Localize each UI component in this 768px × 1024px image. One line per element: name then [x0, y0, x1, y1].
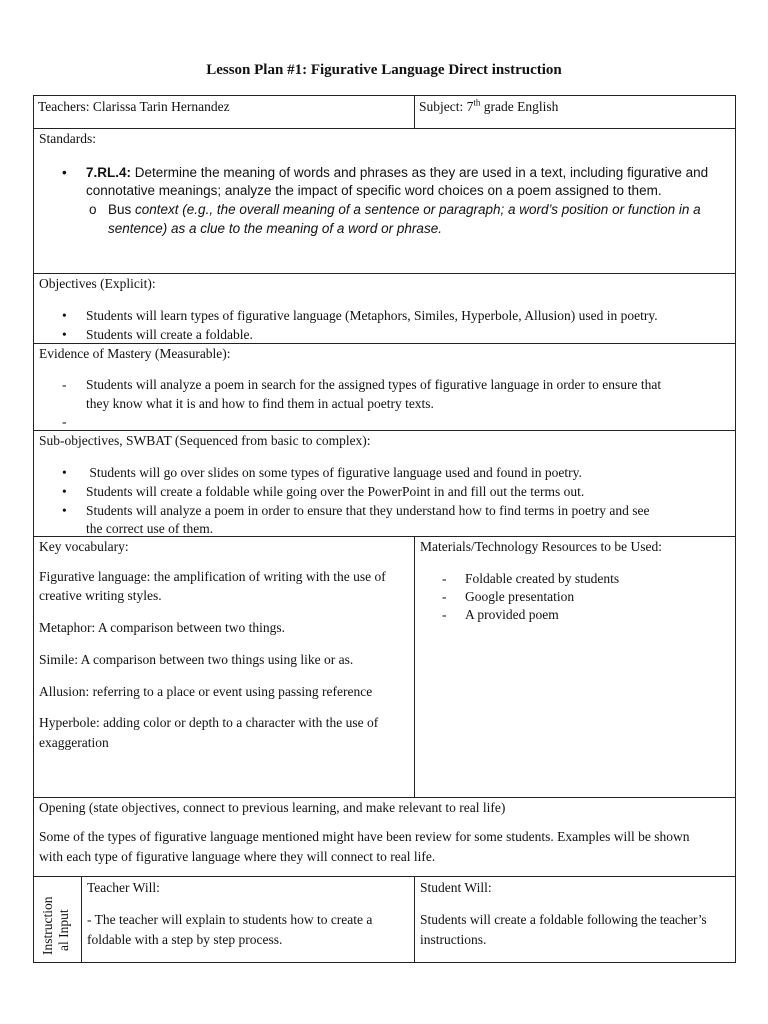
- objectives-item-2: Students will create a foldable.: [86, 327, 253, 342]
- objectives-label: Objectives (Explicit):: [39, 276, 156, 291]
- instructional-input-side-cell: [33, 876, 82, 963]
- instructional-input-label-1: Instruction: [40, 896, 55, 955]
- objectives-bullet-2: •: [62, 327, 67, 342]
- opening-label: Opening (state objectives, connect to previous learning, and make relevant to real life): [39, 800, 506, 815]
- subobjectives-bullet-2: •: [62, 484, 67, 499]
- vocab-simile: Simile: A comparison between two things using like or as.: [39, 652, 354, 667]
- materials-dash-3: -: [442, 607, 447, 622]
- subject-sup: th: [473, 97, 481, 108]
- evidence-dash-empty: -: [62, 414, 67, 429]
- teacher-will-cell: [81, 876, 415, 963]
- standards-sub-bullet: o: [89, 202, 97, 217]
- subobjectives-cell: [33, 430, 736, 537]
- objectives-item-1: Students will learn types of figurative language (Metaphors, Similes, Hyperbole, Allusion) used in poetry.: [86, 308, 658, 323]
- evidence-dash: -: [62, 377, 67, 392]
- standards-label: Standards:: [39, 131, 96, 146]
- page-title: Lesson Plan #1: Figurative Language Direct instruction: [206, 62, 562, 78]
- opening-line2: with each type of figurative language where they will connect to real life.: [39, 849, 436, 864]
- materials-item-2: Google presentation: [465, 589, 575, 604]
- materials-dash-1: -: [442, 571, 447, 586]
- standards-cell: [33, 128, 736, 274]
- standards-sub-prefix: Bus: [108, 202, 132, 217]
- subobjectives-bullet-3: •: [62, 503, 67, 518]
- evidence-line1: Students will analyze a poem in search for the assigned types of figurative language in order to ensure that: [86, 377, 662, 392]
- opening-line1: Some of the types of figurative language mentioned might have been review for some students. Examples will be shown: [39, 829, 690, 844]
- teacher-will-label: Teacher Will:: [87, 880, 160, 895]
- vocab-hyperbole-line1: Hyperbole: adding color or depth to a character with the use of: [39, 715, 379, 730]
- subobjectives-item-1: Students will go over slides on some types of figurative language used and found in poetry.: [86, 465, 582, 480]
- standards-bullet: •: [62, 165, 67, 180]
- vocab-metaphor: Metaphor: A comparison between two things.: [39, 620, 285, 635]
- materials-label: Materials/Technology Resources to be Used:: [420, 539, 662, 554]
- teachers-cell: [33, 95, 415, 129]
- vocab-label: Key vocabulary:: [39, 539, 129, 554]
- instructional-input-label-2: al Input: [56, 909, 71, 951]
- teacher-will-line1: - The teacher will explain to students how to create a: [87, 912, 373, 927]
- evidence-label: Evidence of Mastery (Measurable):: [39, 346, 231, 361]
- subobjectives-bullet-1: •: [62, 465, 67, 480]
- standards-code: 7.RL.4:: [86, 165, 132, 180]
- subject-prefix: Subject: 7: [419, 99, 474, 114]
- objectives-cell: [33, 273, 736, 344]
- materials-cell: [414, 536, 736, 798]
- subobjectives-item-2: Students will create a foldable while going over the PowerPoint in and fill out the terms out.: [86, 484, 585, 499]
- subject-cell: [414, 95, 736, 129]
- vocab-figurative-line2: creative writing styles.: [39, 588, 162, 603]
- subobjectives-label: Sub-objectives, SWBAT (Sequenced from basic to complex):: [39, 433, 371, 448]
- materials-item-3: A provided poem: [465, 607, 559, 622]
- evidence-cell: [33, 343, 736, 431]
- vocab-hyperbole-line2: exaggeration: [39, 735, 109, 750]
- student-will-label: Student Will:: [420, 880, 492, 895]
- standards-sub-line1: Bus context (e.g., the overall meaning of a sentence or paragraph; a word’s position or function in a: [108, 202, 701, 217]
- subobjectives-item-3-cont: the correct use of them.: [86, 521, 214, 536]
- evidence-line2: they know what it is and how to find them in actual poetry texts.: [86, 396, 434, 411]
- student-will-line2: instructions.: [420, 932, 487, 947]
- materials-item-1: Foldable created by students: [465, 571, 620, 586]
- subject-suffix: grade English: [480, 99, 559, 114]
- standards-line1: 7.RL.4: Determine the meaning of words and phrases as they are used in a text, including figurative and: [86, 165, 709, 180]
- opening-cell: [33, 797, 736, 877]
- vocab-figurative-line1: Figurative language: the amplification of writing with the use of: [39, 569, 386, 584]
- vocab-allusion: Allusion: referring to a place or event using passing reference: [39, 684, 373, 699]
- student-will-cell: [414, 876, 736, 963]
- standards-sub-line2: sentence) as a clue to the meaning of a word or phrase.: [108, 221, 442, 236]
- subobjectives-item-3: Students will analyze a poem in order to ensure that they understand how to find terms in poetry and see: [86, 503, 650, 518]
- objectives-bullet-1: •: [62, 308, 67, 323]
- student-will-line1: Students will create a foldable following the teacher’s: [420, 912, 707, 927]
- materials-dash-2: -: [442, 589, 447, 604]
- teacher-will-line2: foldable with a step by step process.: [87, 932, 283, 947]
- standards-line2: connotative meanings; analyze the impact of specific word choices on a poem assigned to them.: [86, 183, 662, 198]
- vocab-cell: [33, 536, 415, 798]
- teachers-text: Teachers: Clarissa Tarin Hernandez: [38, 99, 230, 114]
